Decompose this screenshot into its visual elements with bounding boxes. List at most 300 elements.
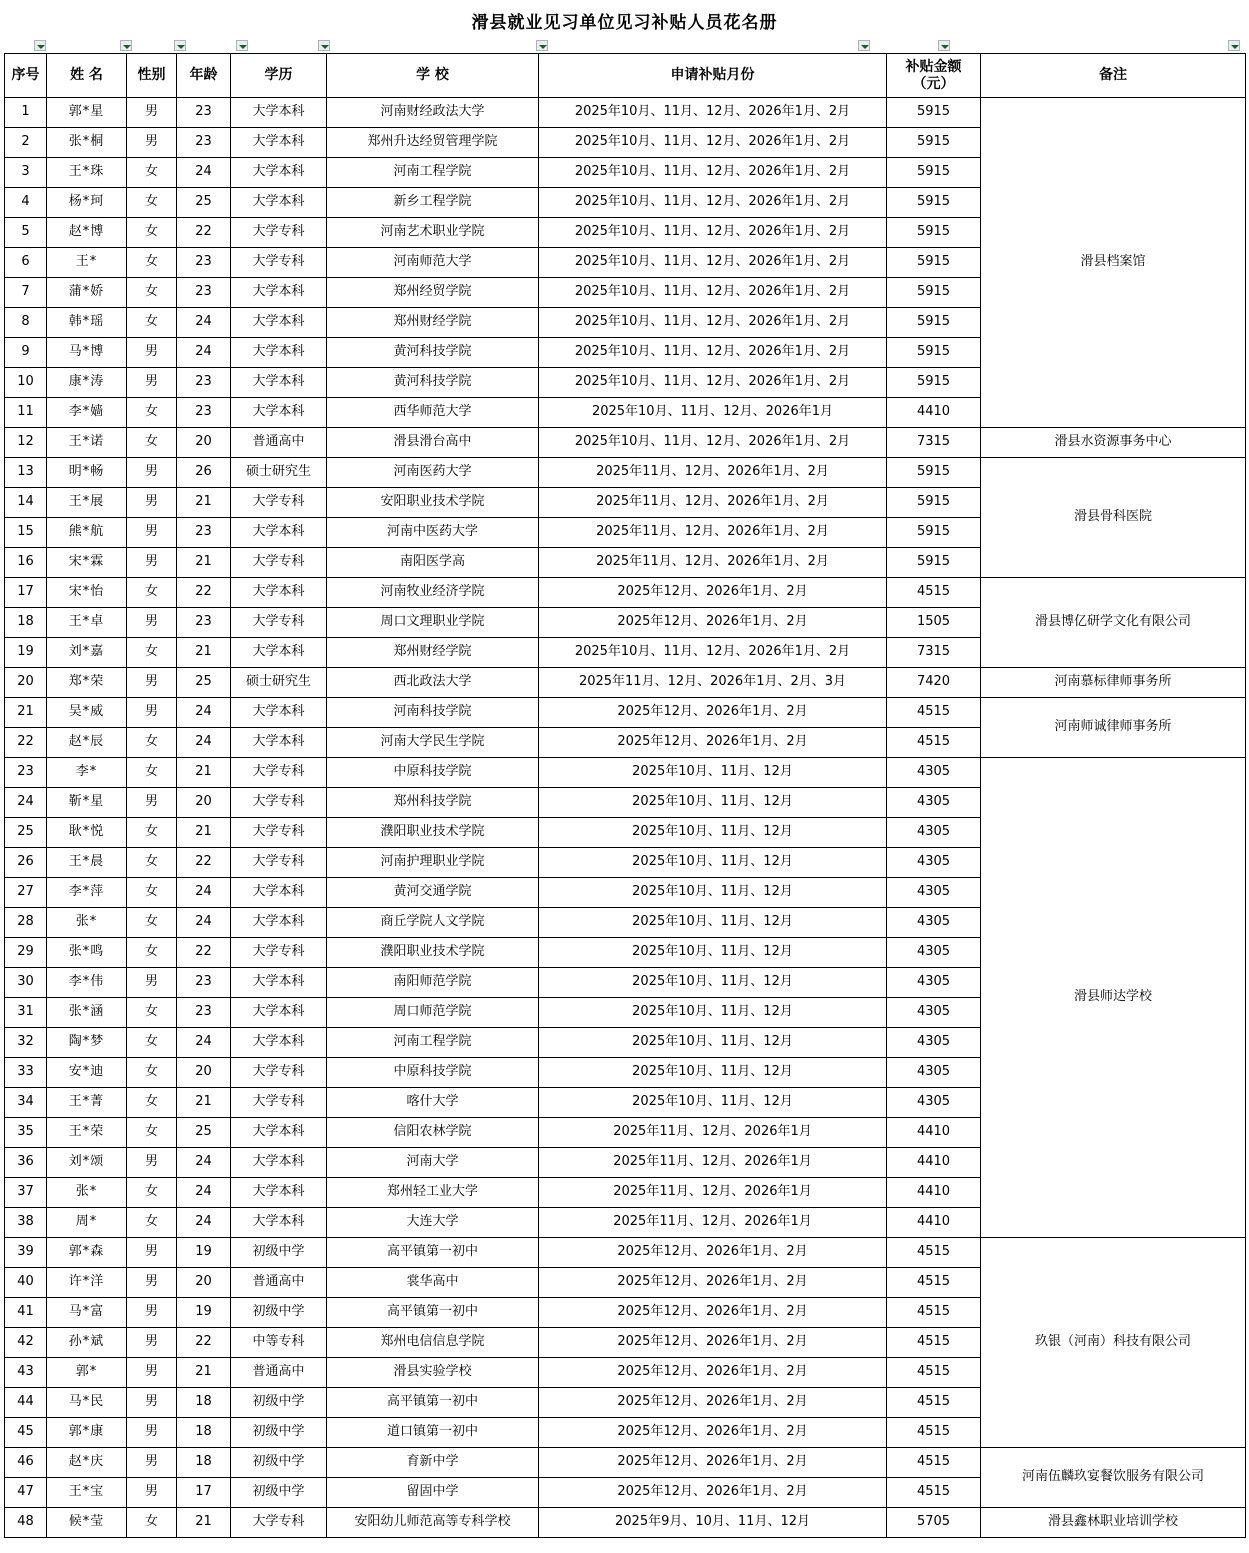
cell-seq: 5 — [5, 218, 47, 248]
cell-school: 商丘学院人文学院 — [327, 908, 539, 938]
cell-school: 郑州科技学院 — [327, 788, 539, 818]
cell-school: 裳华高中 — [327, 1268, 539, 1298]
cell-gender: 女 — [127, 758, 177, 788]
cell-amount: 4410 — [887, 398, 981, 428]
cell-remark: 滑县博亿研学文化有限公司 — [981, 578, 1246, 668]
cell-name: 耿*悦 — [47, 818, 127, 848]
cell-months: 2025年10月、11月、12月 — [539, 968, 887, 998]
cell-education: 大学专科 — [231, 848, 327, 878]
cell-amount: 4305 — [887, 758, 981, 788]
cell-school: 滑县实验学校 — [327, 1358, 539, 1388]
filter-remark-icon[interactable] — [1228, 40, 1240, 51]
cell-seq: 24 — [5, 788, 47, 818]
cell-age: 20 — [177, 1058, 231, 1088]
cell-age: 20 — [177, 428, 231, 458]
cell-gender: 男 — [127, 788, 177, 818]
cell-age: 25 — [177, 188, 231, 218]
cell-school: 安阳幼儿师范高等专科学校 — [327, 1508, 539, 1538]
cell-remark: 滑县档案馆 — [981, 98, 1246, 428]
cell-education: 大学本科 — [231, 1028, 327, 1058]
cell-gender: 女 — [127, 218, 177, 248]
cell-months: 2025年12月、2026年1月、2月 — [539, 1328, 887, 1358]
cell-age: 19 — [177, 1238, 231, 1268]
cell-school: 河南工程学院 — [327, 1028, 539, 1058]
table-row — [5, 578, 1246, 608]
cell-amount: 4515 — [887, 698, 981, 728]
cell-months: 2025年11月、12月、2026年1月、2月 — [539, 458, 887, 488]
cell-months: 2025年12月、2026年1月、2月 — [539, 1358, 887, 1388]
cell-age: 24 — [177, 698, 231, 728]
cell-months: 2025年10月、11月、12月 — [539, 998, 887, 1028]
cell-months: 2025年11月、12月、2026年1月 — [539, 1208, 887, 1238]
cell-gender: 女 — [127, 248, 177, 278]
cell-education: 大学专科 — [231, 788, 327, 818]
cell-name: 周* — [47, 1208, 127, 1238]
cell-seq: 15 — [5, 518, 47, 548]
cell-school: 河南工程学院 — [327, 158, 539, 188]
cell-name: 候*莹 — [47, 1508, 127, 1538]
cell-education: 硕士研究生 — [231, 458, 327, 488]
cell-name: 张*桐 — [47, 128, 127, 158]
cell-school: 信阳农林学院 — [327, 1118, 539, 1148]
cell-gender: 男 — [127, 518, 177, 548]
cell-amount: 4305 — [887, 1088, 981, 1118]
cell-name: 郭* — [47, 1358, 127, 1388]
table-row — [5, 98, 1246, 128]
cell-amount: 4515 — [887, 1268, 981, 1298]
cell-school: 河南护理职业学院 — [327, 848, 539, 878]
cell-gender: 女 — [127, 578, 177, 608]
cell-amount: 4305 — [887, 848, 981, 878]
cell-age: 24 — [177, 1208, 231, 1238]
cell-education: 大学专科 — [231, 1058, 327, 1088]
cell-months: 2025年10月、11月、12月 — [539, 818, 887, 848]
cell-months: 2025年10月、11月、12月 — [539, 878, 887, 908]
cell-age: 24 — [177, 1028, 231, 1058]
column-header-seq[interactable]: 序号 — [5, 54, 47, 98]
cell-gender: 女 — [127, 188, 177, 218]
cell-seq: 11 — [5, 398, 47, 428]
cell-education: 大学本科 — [231, 98, 327, 128]
cell-gender: 女 — [127, 818, 177, 848]
cell-months: 2025年10月、11月、12月 — [539, 848, 887, 878]
cell-gender: 男 — [127, 458, 177, 488]
filter-seq-icon[interactable] — [34, 40, 46, 51]
cell-months: 2025年12月、2026年1月、2月 — [539, 728, 887, 758]
cell-age: 21 — [177, 758, 231, 788]
column-header-remark[interactable]: 备注 — [981, 54, 1246, 98]
cell-remark: 滑县水资源事务中心 — [981, 428, 1246, 458]
cell-gender: 男 — [127, 668, 177, 698]
cell-education: 初级中学 — [231, 1238, 327, 1268]
cell-age: 23 — [177, 968, 231, 998]
cell-education: 大学本科 — [231, 728, 327, 758]
cell-amount: 5915 — [887, 548, 981, 578]
column-header-months[interactable]: 申请补贴月份 — [539, 54, 887, 98]
cell-months: 2025年12月、2026年1月、2月 — [539, 1448, 887, 1478]
cell-amount: 4515 — [887, 1448, 981, 1478]
cell-name: 蒲*娇 — [47, 278, 127, 308]
cell-school: 中原科技学院 — [327, 758, 539, 788]
cell-amount: 4305 — [887, 938, 981, 968]
cell-education: 大学专科 — [231, 1088, 327, 1118]
cell-age: 21 — [177, 548, 231, 578]
cell-months: 2025年10月、11月、12月、2026年1月、2月 — [539, 278, 887, 308]
cell-age: 24 — [177, 158, 231, 188]
cell-name: 马*博 — [47, 338, 127, 368]
cell-seq: 38 — [5, 1208, 47, 1238]
cell-seq: 21 — [5, 698, 47, 728]
cell-amount: 4515 — [887, 728, 981, 758]
cell-age: 22 — [177, 1328, 231, 1358]
cell-education: 大学本科 — [231, 638, 327, 668]
cell-age: 24 — [177, 1148, 231, 1178]
cell-seq: 31 — [5, 998, 47, 1028]
cell-amount: 4410 — [887, 1208, 981, 1238]
cell-name: 王*展 — [47, 488, 127, 518]
cell-months: 2025年11月、12月、2026年1月 — [539, 1148, 887, 1178]
cell-school: 西华师范大学 — [327, 398, 539, 428]
cell-seq: 1 — [5, 98, 47, 128]
cell-months: 2025年12月、2026年1月、2月 — [539, 1478, 887, 1508]
cell-seq: 17 — [5, 578, 47, 608]
cell-age: 21 — [177, 1508, 231, 1538]
cell-school: 郑州财经学院 — [327, 638, 539, 668]
cell-name: 马*富 — [47, 1298, 127, 1328]
cell-education: 大学专科 — [231, 608, 327, 638]
cell-gender: 女 — [127, 398, 177, 428]
cell-months: 2025年10月、11月、12月、2026年1月、2月 — [539, 338, 887, 368]
cell-months: 2025年10月、11月、12月、2026年1月、2月 — [539, 428, 887, 458]
column-header-education[interactable]: 学历 — [231, 54, 327, 98]
cell-education: 大学专科 — [231, 248, 327, 278]
filter-amount-icon[interactable] — [938, 40, 950, 51]
cell-age: 20 — [177, 1268, 231, 1298]
cell-amount: 4515 — [887, 1298, 981, 1328]
cell-school: 黄河科技学院 — [327, 338, 539, 368]
cell-name: 明*畅 — [47, 458, 127, 488]
cell-age: 23 — [177, 608, 231, 638]
cell-seq: 14 — [5, 488, 47, 518]
cell-education: 普通高中 — [231, 1268, 327, 1298]
cell-remark: 玖银（河南）科技有限公司 — [981, 1238, 1246, 1448]
cell-remark: 河南伍麟玖宴餐饮服务有限公司 — [981, 1448, 1246, 1508]
cell-school: 黄河科技学院 — [327, 368, 539, 398]
cell-school: 濮阳职业技术学院 — [327, 818, 539, 848]
table-row — [5, 458, 1246, 488]
cell-school: 南阳医学高 — [327, 548, 539, 578]
cell-amount: 4515 — [887, 1418, 981, 1448]
cell-amount: 4410 — [887, 1118, 981, 1148]
cell-age: 22 — [177, 218, 231, 248]
cell-gender: 男 — [127, 548, 177, 578]
cell-age: 24 — [177, 908, 231, 938]
cell-education: 大学专科 — [231, 758, 327, 788]
cell-months: 2025年10月、11月、12月 — [539, 938, 887, 968]
cell-education: 初级中学 — [231, 1298, 327, 1328]
cell-amount: 5915 — [887, 458, 981, 488]
cell-amount: 4515 — [887, 1358, 981, 1388]
cell-age: 21 — [177, 818, 231, 848]
cell-school: 郑州经贸学院 — [327, 278, 539, 308]
cell-education: 普通高中 — [231, 1358, 327, 1388]
cell-education: 大学本科 — [231, 968, 327, 998]
cell-school: 河南艺术职业学院 — [327, 218, 539, 248]
cell-education: 大学专科 — [231, 818, 327, 848]
cell-remark: 河南师诚律师事务所 — [981, 698, 1246, 758]
cell-education: 大学本科 — [231, 518, 327, 548]
cell-months: 2025年10月、11月、12月、2026年1月、2月 — [539, 128, 887, 158]
cell-amount: 4305 — [887, 908, 981, 938]
cell-age: 23 — [177, 398, 231, 428]
table-header-row — [5, 54, 1246, 98]
table-row — [5, 758, 1246, 788]
cell-seq: 20 — [5, 668, 47, 698]
cell-amount: 5915 — [887, 368, 981, 398]
cell-seq: 28 — [5, 908, 47, 938]
cell-gender: 女 — [127, 428, 177, 458]
cell-gender: 女 — [127, 1508, 177, 1538]
cell-education: 大学本科 — [231, 338, 327, 368]
cell-seq: 39 — [5, 1238, 47, 1268]
cell-name: 熊*航 — [47, 518, 127, 548]
cell-name: 吴*威 — [47, 698, 127, 728]
filter-months-icon[interactable] — [858, 40, 870, 51]
cell-school: 濮阳职业技术学院 — [327, 938, 539, 968]
cell-months: 2025年10月、11月、12月、2026年1月、2月 — [539, 368, 887, 398]
cell-age: 24 — [177, 878, 231, 908]
filter-age-icon[interactable] — [236, 40, 248, 51]
cell-education: 大学本科 — [231, 878, 327, 908]
cell-gender: 女 — [127, 1058, 177, 1088]
cell-seq: 27 — [5, 878, 47, 908]
cell-seq: 37 — [5, 1178, 47, 1208]
cell-seq: 35 — [5, 1118, 47, 1148]
cell-seq: 25 — [5, 818, 47, 848]
cell-education: 大学本科 — [231, 578, 327, 608]
cell-school: 安阳职业技术学院 — [327, 488, 539, 518]
cell-name: 韩*瑶 — [47, 308, 127, 338]
cell-gender: 男 — [127, 1238, 177, 1268]
cell-gender: 男 — [127, 98, 177, 128]
cell-remark: 滑县师达学校 — [981, 758, 1246, 1238]
cell-age: 24 — [177, 1178, 231, 1208]
cell-education: 大学本科 — [231, 188, 327, 218]
cell-amount: 4515 — [887, 578, 981, 608]
cell-seq: 32 — [5, 1028, 47, 1058]
cell-seq: 45 — [5, 1418, 47, 1448]
cell-seq: 18 — [5, 608, 47, 638]
filter-gender-icon[interactable] — [174, 40, 186, 51]
cell-gender: 男 — [127, 338, 177, 368]
column-header-gender[interactable]: 性别 — [127, 54, 177, 98]
cell-age: 22 — [177, 848, 231, 878]
cell-name: 杨*珂 — [47, 188, 127, 218]
cell-age: 23 — [177, 368, 231, 398]
cell-age: 23 — [177, 518, 231, 548]
cell-school: 滑县滑台高中 — [327, 428, 539, 458]
column-header-amount[interactable] — [887, 54, 981, 98]
cell-education: 大学专科 — [231, 488, 327, 518]
cell-school: 河南中医药大学 — [327, 518, 539, 548]
cell-amount: 5915 — [887, 248, 981, 278]
cell-months: 2025年11月、12月、2026年1月、2月 — [539, 548, 887, 578]
cell-seq: 46 — [5, 1448, 47, 1478]
cell-name: 赵*博 — [47, 218, 127, 248]
cell-school: 黄河交通学院 — [327, 878, 539, 908]
cell-amount: 7315 — [887, 638, 981, 668]
cell-name: 王* — [47, 248, 127, 278]
cell-seq: 41 — [5, 1298, 47, 1328]
cell-seq: 9 — [5, 338, 47, 368]
cell-amount: 5915 — [887, 338, 981, 368]
cell-education: 大学专科 — [231, 548, 327, 578]
cell-amount: 4305 — [887, 1058, 981, 1088]
cell-months: 2025年10月、11月、12月、2026年1月、2月 — [539, 638, 887, 668]
cell-age: 25 — [177, 1118, 231, 1148]
cell-age: 19 — [177, 1298, 231, 1328]
cell-amount: 4410 — [887, 1178, 981, 1208]
cell-school: 留固中学 — [327, 1478, 539, 1508]
cell-amount: 7315 — [887, 428, 981, 458]
cell-age: 24 — [177, 728, 231, 758]
cell-amount: 4515 — [887, 1478, 981, 1508]
cell-months: 2025年10月、11月、12月、2026年1月、2月 — [539, 308, 887, 338]
cell-name: 赵*庆 — [47, 1448, 127, 1478]
cell-education: 大学本科 — [231, 308, 327, 338]
cell-seq: 2 — [5, 128, 47, 158]
cell-seq: 13 — [5, 458, 47, 488]
cell-months: 2025年10月、11月、12月 — [539, 1058, 887, 1088]
cell-amount: 5915 — [887, 128, 981, 158]
cell-school: 道口镇第一初中 — [327, 1418, 539, 1448]
cell-gender: 男 — [127, 488, 177, 518]
cell-age: 24 — [177, 338, 231, 368]
column-header-amount-line1: 补贴金额 — [905, 59, 962, 76]
cell-education: 大学专科 — [231, 218, 327, 248]
column-header-amount-line2: （元） — [912, 75, 955, 92]
cell-amount: 4305 — [887, 998, 981, 1028]
cell-school: 高平镇第一初中 — [327, 1238, 539, 1268]
filter-name-icon[interactable] — [120, 40, 132, 51]
cell-amount: 1505 — [887, 608, 981, 638]
cell-gender: 男 — [127, 1478, 177, 1508]
page-title: 滑县就业见习单位见习补贴人员花名册 — [471, 13, 778, 33]
column-header-school[interactable]: 学 校 — [327, 54, 539, 98]
cell-school: 大连大学 — [327, 1208, 539, 1238]
cell-school: 河南大学民生学院 — [327, 728, 539, 758]
cell-school: 郑州升达经贸管理学院 — [327, 128, 539, 158]
cell-name: 刘*嘉 — [47, 638, 127, 668]
cell-name: 陶*梦 — [47, 1028, 127, 1058]
cell-age: 23 — [177, 128, 231, 158]
cell-seq: 8 — [5, 308, 47, 338]
cell-seq: 16 — [5, 548, 47, 578]
filter-school-icon[interactable] — [536, 40, 548, 51]
cell-age: 18 — [177, 1418, 231, 1448]
cell-education: 大学本科 — [231, 998, 327, 1028]
cell-name: 郭*星 — [47, 98, 127, 128]
cell-school: 中原科技学院 — [327, 1058, 539, 1088]
cell-seq: 7 — [5, 278, 47, 308]
cell-name: 赵*辰 — [47, 728, 127, 758]
cell-name: 王*菁 — [47, 1088, 127, 1118]
cell-name: 张* — [47, 1178, 127, 1208]
cell-name: 张* — [47, 908, 127, 938]
cell-education: 大学本科 — [231, 278, 327, 308]
cell-name: 康*涛 — [47, 368, 127, 398]
cell-gender: 女 — [127, 908, 177, 938]
cell-seq: 22 — [5, 728, 47, 758]
cell-gender: 女 — [127, 848, 177, 878]
cell-seq: 34 — [5, 1088, 47, 1118]
column-header-age[interactable]: 年龄 — [177, 54, 231, 98]
cell-name: 王*卓 — [47, 608, 127, 638]
cell-amount: 5915 — [887, 308, 981, 338]
cell-amount: 4515 — [887, 1388, 981, 1418]
cell-amount: 4515 — [887, 1238, 981, 1268]
cell-gender: 男 — [127, 1358, 177, 1388]
cell-school: 河南师范大学 — [327, 248, 539, 278]
cell-education: 中等专科 — [231, 1328, 327, 1358]
cell-amount: 5915 — [887, 488, 981, 518]
cell-school: 周口师范学院 — [327, 998, 539, 1028]
cell-months: 2025年11月、12月、2026年1月、2月、3月 — [539, 668, 887, 698]
cell-name: 宋*霖 — [47, 548, 127, 578]
cell-seq: 19 — [5, 638, 47, 668]
cell-gender: 男 — [127, 1448, 177, 1478]
cell-school: 高平镇第一初中 — [327, 1388, 539, 1418]
cell-gender: 女 — [127, 1208, 177, 1238]
cell-education: 大学本科 — [231, 128, 327, 158]
cell-name: 王*诺 — [47, 428, 127, 458]
column-header-name[interactable]: 姓 名 — [47, 54, 127, 98]
cell-months: 2025年12月、2026年1月、2月 — [539, 1238, 887, 1268]
cell-age: 25 — [177, 668, 231, 698]
cell-months: 2025年10月、11月、12月、2026年1月、2月 — [539, 158, 887, 188]
cell-education: 普通高中 — [231, 428, 327, 458]
cell-name: 郑*荣 — [47, 668, 127, 698]
cell-months: 2025年12月、2026年1月、2月 — [539, 1418, 887, 1448]
cell-seq: 36 — [5, 1148, 47, 1178]
cell-amount: 4305 — [887, 788, 981, 818]
cell-name: 孙*斌 — [47, 1328, 127, 1358]
cell-name: 李*萍 — [47, 878, 127, 908]
cell-amount: 5915 — [887, 158, 981, 188]
cell-amount: 4515 — [887, 1328, 981, 1358]
cell-gender: 男 — [127, 128, 177, 158]
cell-age: 21 — [177, 638, 231, 668]
filter-education-icon[interactable] — [318, 40, 330, 51]
cell-school: 河南大学 — [327, 1148, 539, 1178]
cell-education: 大学专科 — [231, 1508, 327, 1538]
cell-months: 2025年12月、2026年1月、2月 — [539, 1298, 887, 1328]
cell-amount: 5915 — [887, 98, 981, 128]
cell-name: 郭*森 — [47, 1238, 127, 1268]
cell-school: 郑州电信信息学院 — [327, 1328, 539, 1358]
table-body — [5, 98, 1246, 1538]
cell-education: 大学专科 — [231, 938, 327, 968]
cell-months: 2025年10月、11月、12月、2026年1月、2月 — [539, 98, 887, 128]
cell-age: 17 — [177, 1478, 231, 1508]
table-row — [5, 1508, 1246, 1538]
cell-education: 大学本科 — [231, 1118, 327, 1148]
cell-school: 新乡工程学院 — [327, 188, 539, 218]
cell-school: 喀什大学 — [327, 1088, 539, 1118]
cell-name: 李*嫱 — [47, 398, 127, 428]
cell-months: 2025年10月、11月、12月 — [539, 1028, 887, 1058]
cell-age: 20 — [177, 788, 231, 818]
